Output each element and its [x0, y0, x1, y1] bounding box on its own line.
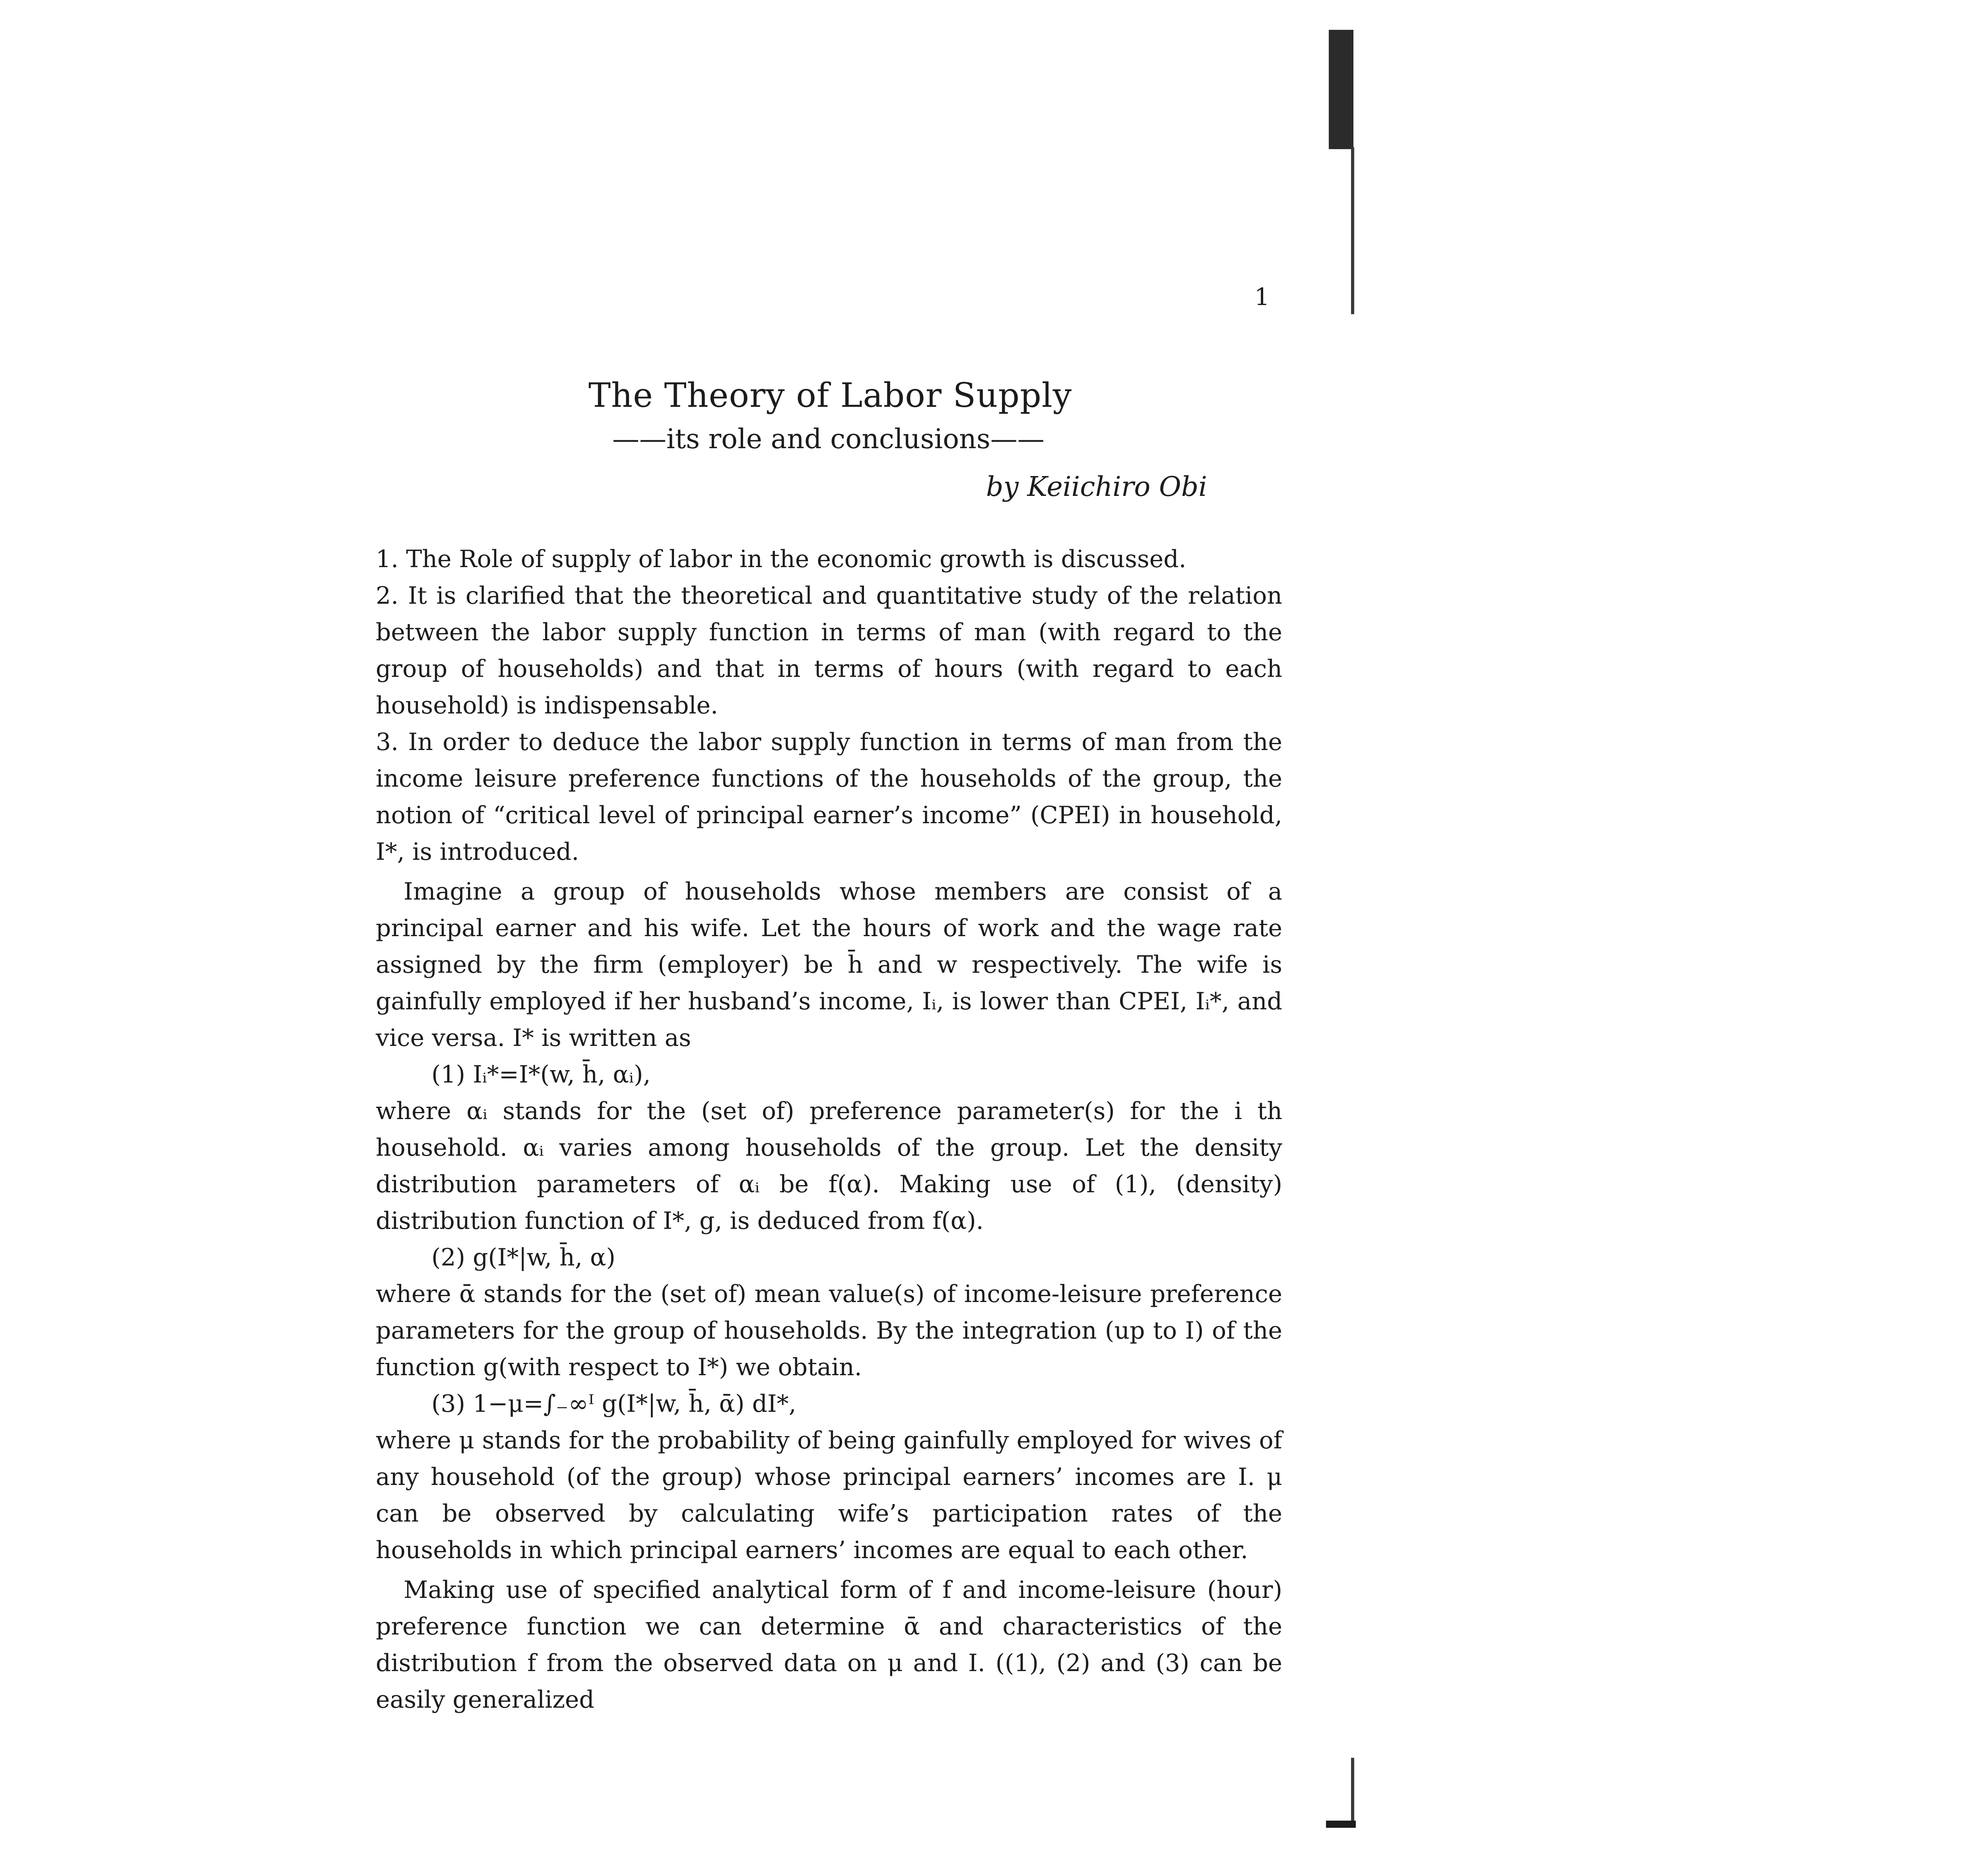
paper-title: The Theory of Labor Supply [588, 376, 1072, 415]
point-2: 2. It is clarified that the theoretical and quantitative study of the relation between the labor supply function in terms of man (with regard to the group of households) and that in terms of hours (with regard to each household) is indispensable. [376, 582, 1282, 719]
point-3: 3. In order to deduce the labor supply function in terms of man from the income leisure preference functions of the households of the group, the notion of “critical level of principal earner’s income” (CPEI) in household, I*, is introduced. [376, 728, 1282, 866]
paragraph-alpha: where αᵢ stands for the (set of) preference parameter(s) for the i th household. αᵢ varies among households of the group. Let the density distribution parameters of αᵢ be f(α). Making use of (1), (density) distribution function of I*, g, is deduced from f(α). [376, 1097, 1282, 1235]
point-1: 1. The Role of supply of labor in the economic growth is discussed. [376, 545, 1186, 573]
equation-3: (3) 1−μ=∫₋∞ᴵ g(I*|w, h̄, ᾱ) dI*, [431, 1390, 796, 1418]
body-text [376, 541, 1282, 1718]
paragraph-analytical-form: Making use of specified analytical form of f and income-leisure (hour) preference function we can determine ᾱ and characteristics of the distribution f from the observed data on μ and I. ((1), (2) and (3) can be easily generalized [376, 1576, 1282, 1714]
paragraph-mean-value: where ᾱ stands for the (set of) mean value(s) of income-leisure preference parameters for the group of households. By the integration (up to I) of the function g(with respect to I*) we obtain. [376, 1280, 1282, 1381]
paper-subtitle: ——its role and conclusions—— [612, 424, 1044, 455]
scan-edge-bar [1329, 30, 1353, 149]
equation-2: (2) g(I*|w, h̄, α) [431, 1244, 615, 1271]
author-line: by Keiichiro Obi [986, 471, 1207, 503]
scan-edge-line-bottom [1351, 1758, 1354, 1821]
scan-edge-tick [1326, 1821, 1356, 1828]
page-number: 1 [1254, 283, 1270, 311]
paragraph-probability: where μ stands for the probability of being gainfully employed for wives of any household (of the group) whose principal earners’ incomes are I. μ can be observed by calculating wife’s participation rates of the households in which principal earners’ incomes are equal to each other. [376, 1427, 1282, 1564]
paragraph-households: Imagine a group of households whose members are consist of a principal earner and his wife. Let the hours of work and the wage rate assigned by the firm (employer) be h̄ and w respectively. The wife is gainfully employed if her husband’s income, Iᵢ, is lower than CPEI, Iᵢ*, and vice versa. I* is written as [376, 878, 1282, 1052]
scan-edge-line-top [1351, 147, 1354, 314]
equation-1: (1) Iᵢ*=I*(w, h̄, αᵢ), [431, 1061, 651, 1088]
